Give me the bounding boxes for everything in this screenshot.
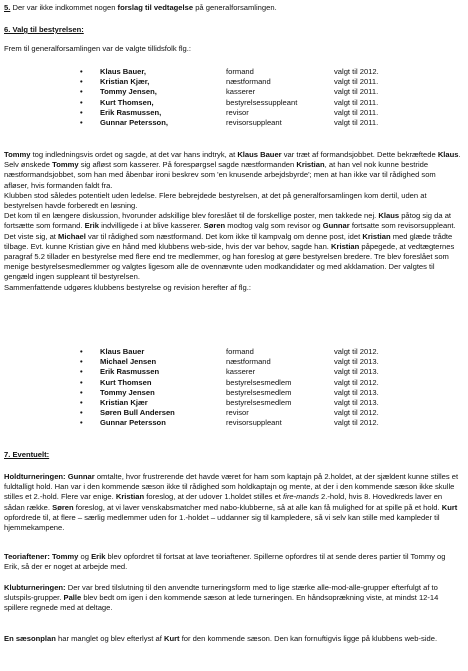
text-run: omtalte, hvor frustrerende det havde været for ham som kaptajn på 2.holdet, at der sjældent kunne stilles et fuldtalligt hold. Han var i den kommende sæson ikke til rådighed som holdkaptajn og mente, at der i den kommende sæson ikke skulle stilles et 2.-hold. Flere var enige. <box>4 472 459 502</box>
section-6-heading <box>4 25 462 35</box>
officer-role: revisor <box>226 408 249 418</box>
bold-text-run: Søren <box>52 502 74 512</box>
text-run: blev bedt om igen i den kommende sæson at lede turneringen. En håndsoprækning viste, at mindst 12-14 spillere regnede med at deltage. <box>4 593 439 613</box>
officer-row <box>0 77 468 87</box>
officer-term: valgt til 2013. <box>334 397 379 407</box>
officer-role: bestyrelsesmedlem <box>226 387 292 397</box>
officer-term: valgt til 2011. <box>334 77 379 87</box>
section-5-text <box>4 3 462 13</box>
bold-text-run: Kristian <box>362 231 391 241</box>
officer-row <box>0 108 468 118</box>
bold-text-run: Holdturneringen: Gunnar <box>4 472 95 481</box>
bullet-icon: • <box>80 117 83 127</box>
holdturneringen-paragraph <box>4 472 462 533</box>
section-7-heading <box>4 450 462 460</box>
bullet-icon: • <box>80 107 83 117</box>
officer-name: Kristian Kjær <box>100 397 148 407</box>
officer-term: valgt til 2011. <box>334 117 379 127</box>
bold-text-run: Michael <box>58 231 86 241</box>
text-run: , at han vel nok kunne bestride næstformandsjobbet, som han med åbenbar ironi beskrev som 'en knusende arbejdsbyrde'; men at han ikke var til rådighed som afløser, hvis formanden faldt fra. <box>4 160 436 190</box>
section-5-lead: Der var ikke indkommet nogen <box>10 3 118 12</box>
text-run: opfordrede til, at flere – særlig medlemmer uden for 1.-holdet – uddanner sig til kampledere, så vi selv kan stille med kampleder til hjemmekampene. <box>4 512 440 533</box>
bullet-icon: • <box>80 357 83 367</box>
bullet-icon: • <box>80 67 83 76</box>
text-run: Der var bred tilslutning til den anvendte turneringsform med to lige stærke alle-mod-alle-grupper efterfulgt af to slutspils-grupper. <box>4 583 438 603</box>
text-run: foreslog, at vi laver venskabsmatcher med nabo-klubberne, så at alle kan få mulighed for at spille på et hold. <box>73 502 442 512</box>
bold-text-run: Erik <box>84 221 99 231</box>
text-run: 2.-hold, hvis 8. Hovedkreds laver en sådan række. <box>4 492 443 512</box>
officer-term: valgt til 2012. <box>334 408 379 418</box>
officer-role: revisorsuppleant <box>226 418 282 428</box>
officer-term: valgt til 2012. <box>334 67 379 76</box>
section-5-bold: forslag til vedtagelse <box>117 3 194 12</box>
officer-term: valgt til 2012. <box>334 377 379 387</box>
text-run: og <box>78 552 92 561</box>
officer-role: bestyrelsessuppleant <box>226 97 298 107</box>
officer-term: valgt til 2011. <box>334 87 379 97</box>
officers-list-before <box>0 67 468 128</box>
text-run: blev opfordret til fortsat at lave teoriaftener. Spillerne opfordres til at sende deres partier til Tommy og Erik, så der er noget at arbejde med. <box>4 552 446 572</box>
bold-text-run: Erik <box>91 552 106 561</box>
text-run: fortsatte som revisorsuppleant. Det viste sig, at <box>4 221 456 241</box>
officer-term: valgt til 2011. <box>334 107 379 117</box>
officer-role: formand <box>226 67 254 76</box>
bullet-icon: • <box>80 87 83 97</box>
italic-text-run: fire-mands <box>283 492 319 502</box>
section-5 <box>4 3 462 13</box>
officer-role: revisorsuppleant <box>226 117 282 127</box>
bold-text-run: Søren <box>203 221 226 231</box>
bold-text-run: En sæsonplan <box>4 634 56 643</box>
officer-name: Gunnar Petersson <box>100 418 166 428</box>
section-7-title: 7. Eventuelt: <box>4 450 50 459</box>
officer-name: Kristian Kjær, <box>100 77 150 87</box>
text-run: for den kommende sæson. Den kan fornuftigvis ligge på klubbens web-side. <box>179 634 438 643</box>
text-run: var til rådighed som næstformand. Det kom ikke til kampvalg om denne post, idet <box>85 231 363 241</box>
officer-term: valgt til 2011. <box>334 97 379 107</box>
holdturneringen-text <box>4 472 462 533</box>
saesonplan-text <box>4 634 462 644</box>
section-6-intro <box>4 44 462 54</box>
officers-list-after <box>0 347 468 429</box>
officer-row <box>0 408 468 418</box>
text-run: . Selv ønskede <box>4 150 461 170</box>
text-run: Klubben stod således potentielt uden ledelse. Flere bebrejdede bestyrelsen, at det på generalforsamlingen kom dertil, uden at bestyrelsen havde forberedt en løsning. <box>4 190 427 211</box>
officer-row <box>0 347 468 357</box>
section-5-rest: på generalforsamlingen. <box>193 3 277 12</box>
text-run: Sammenfattende udgøres klubbens bestyrelse og revision herefter af flg.: <box>4 282 251 292</box>
officer-role: kasserer <box>226 367 256 377</box>
section-6-paragraph <box>4 150 462 293</box>
officer-role: bestyrelsesmedlem <box>226 377 292 387</box>
officer-name: Søren Bull Andersen <box>100 408 175 418</box>
bold-text-run: Klubturneringen: <box>4 583 66 592</box>
officer-row <box>0 87 468 97</box>
text-run: tog indledningsvis ordet og sagde, at det var hans indtryk, at <box>30 150 238 159</box>
officer-name: Erik Rasmussen <box>100 367 160 377</box>
bold-text-run: Klaus <box>378 211 400 221</box>
officer-name: Kurt Thomsen <box>100 377 152 387</box>
officer-role: næstformand <box>226 77 271 87</box>
text-run: foreslog, at der udover 1.holdet stilles et <box>144 492 284 502</box>
officer-name: Klaus Bauer, <box>100 67 147 76</box>
bold-text-run: Kurt <box>441 502 458 512</box>
bullet-icon: • <box>80 367 83 377</box>
bold-text-run: Tommy <box>4 150 31 159</box>
text-run: påpegede, at vedtægternes paragraf 5.2 tillader en bestyrelse med flere end tre medlemmer, og han foreslog at gøre bestyrelsen bredere. Tre blev foreslået som menige bestyrelsesmedlemmer og valgtes ligesom alle de ovennævnte uden modkandidater og med akklamation. Der valgtes til gengæld ingen suppleant til bestyrelsen. <box>4 241 455 282</box>
section-6-title: 6. Valg til bestyrelsen: <box>4 25 84 34</box>
saesonplan-paragraph <box>4 634 462 644</box>
bold-text-run: Klaus <box>437 150 459 159</box>
officer-role: revisor <box>226 107 249 117</box>
officer-row <box>0 418 468 428</box>
officer-row <box>0 118 468 128</box>
officer-row <box>0 398 468 408</box>
officer-term: valgt til 2013. <box>334 357 379 367</box>
officer-name: Klaus Bauer <box>100 347 145 356</box>
text-run: modtog valg som revisor og <box>225 221 323 231</box>
bold-text-run: Kristian <box>296 160 325 170</box>
bullet-icon: • <box>80 397 83 407</box>
officer-role: formand <box>226 347 254 356</box>
bold-text-run: Klaus Bauer <box>237 150 282 159</box>
officer-name: Kurt Thomsen, <box>100 97 154 107</box>
bold-text-run: Kurt <box>163 634 180 643</box>
officer-term: valgt til 2012. <box>334 418 379 428</box>
bullet-icon: • <box>80 408 83 418</box>
officer-term: valgt til 2013. <box>334 367 379 377</box>
teoriaftener-paragraph <box>4 552 462 572</box>
section-5-number: 5. <box>4 3 11 12</box>
bold-text-run: Gunnar <box>322 221 350 231</box>
text-run: Det kom til en længere diskussion, hvorunder adskillige blev foreslået til de forskellige poster, men takkede nej. <box>4 211 379 221</box>
bold-text-run: Kristian <box>115 492 145 502</box>
officer-row <box>0 67 468 77</box>
bullet-icon: • <box>80 418 83 428</box>
text-run: med glæde trådte tilbage. Evt. kunne Kristian give en hånd med klubbens web-side, hvis der var behov, sagde han. <box>4 231 453 251</box>
text-run: har manglet og blev efterlyst af <box>55 634 164 643</box>
officer-term: valgt til 2013. <box>334 387 379 397</box>
text-run: sig afløst som kasserer. På forespørgsel sagde næstformanden <box>78 160 297 170</box>
officer-role: kasserer <box>226 87 256 97</box>
officer-role: bestyrelsesmedlem <box>226 397 292 407</box>
section-6-intro-text: Frem til generalforsamlingen var de valgte tillidsfolk flg.: <box>4 44 191 53</box>
teoriaftener-text <box>4 552 462 572</box>
text-run: var træt af formandsjobbet. Dette bekræftede <box>281 150 438 159</box>
officer-row <box>0 388 468 398</box>
bullet-icon: • <box>80 77 83 87</box>
officer-row <box>0 367 468 377</box>
bullet-icon: • <box>80 97 83 107</box>
bold-text-run: Palle <box>63 593 82 603</box>
officer-name: Michael Jensen <box>100 357 157 367</box>
officer-role: næstformand <box>226 357 271 367</box>
klubturneringen-text <box>4 583 462 614</box>
officer-row <box>0 98 468 108</box>
officer-row <box>0 378 468 388</box>
klubturneringen-paragraph <box>4 583 462 614</box>
officer-name: Gunnar Petersson, <box>100 117 168 127</box>
officer-row <box>0 357 468 367</box>
officer-name: Tommy Jensen, <box>100 87 157 97</box>
bullet-icon: • <box>80 387 83 397</box>
bold-text-run: Tommy <box>52 160 79 170</box>
bullet-icon: • <box>80 347 83 356</box>
officer-name: Tommy Jensen <box>100 387 155 397</box>
bullet-icon: • <box>80 377 83 387</box>
section-6-discussion <box>4 150 462 293</box>
officer-name: Erik Rasmussen, <box>100 107 162 117</box>
text-run: påtog sig da at fortsætte som formand. <box>4 211 452 231</box>
bold-text-run: Kristian <box>331 241 360 251</box>
bold-text-run: Teoriaftener: Tommy <box>4 552 79 561</box>
text-run: indvilligede i at blive kasserer. <box>98 221 204 231</box>
officer-term: valgt til 2012. <box>334 347 379 356</box>
